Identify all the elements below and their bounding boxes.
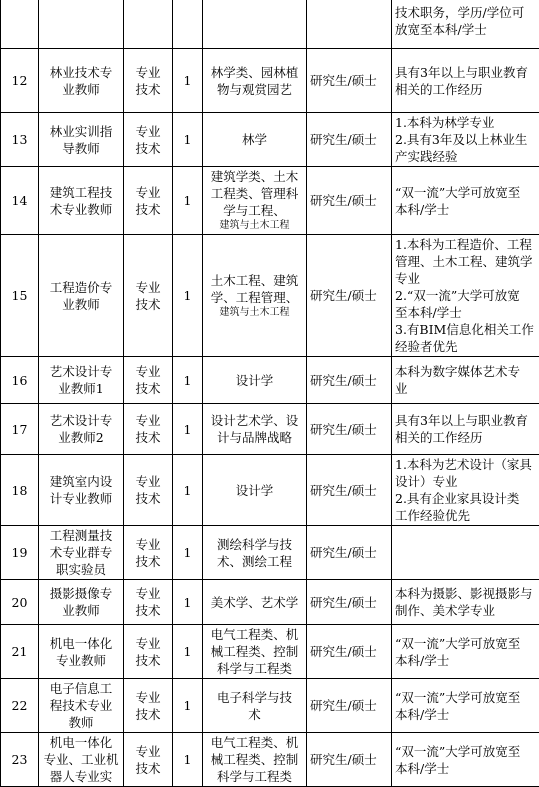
cell-line: 专业 [127, 536, 169, 553]
major-cell [203, 679, 307, 733]
requirements-cell [392, 235, 539, 357]
cell-line: 设计学 [206, 372, 303, 389]
row-number-cell: 12 [1, 49, 39, 113]
major-small-text: 建筑与土木工程 [206, 219, 303, 233]
cell-line: 电子信息工 [42, 680, 120, 697]
major-cell [203, 0, 307, 49]
cell-line: 专业 [127, 279, 169, 296]
cell-line: 美术学、艺术学 [206, 594, 303, 611]
cell-line: 计与品牌战略 [206, 429, 303, 446]
education-cell: 研究生/硕士 [307, 455, 392, 526]
requirements-cell [392, 167, 539, 235]
position-cell [39, 0, 124, 49]
major-cell [203, 167, 307, 235]
cell-line: 设计）专业 [395, 473, 536, 490]
requirements-cell [392, 113, 539, 167]
position-cell [39, 235, 124, 357]
cell-line: 导教师 [42, 140, 120, 157]
row-number-cell: 21 [1, 625, 39, 679]
cell-line: 专业 [127, 64, 169, 81]
cell-line: 器人专业实 [42, 768, 120, 785]
cell-line: 本科/学士 [395, 201, 536, 218]
category-cell [124, 357, 173, 404]
education-cell: 研究生/硕士 [307, 526, 392, 580]
cell-line: 术专业教师 [42, 201, 120, 218]
cell-line: 学、工程管理、 [206, 289, 303, 306]
position-cell [39, 404, 124, 455]
cell-line: 林业技术专 [42, 64, 120, 81]
position-cell [39, 49, 124, 113]
major-cell [203, 526, 307, 580]
count-cell: 1 [173, 679, 203, 733]
row-number-cell: 19 [1, 526, 39, 580]
cell-line: 专业 [395, 270, 536, 287]
category-cell [124, 404, 173, 455]
cell-line: 土木工程、建筑 [206, 272, 303, 289]
cell-line: 机电一体化 [42, 635, 120, 652]
education-cell: 研究生/硕士 [307, 167, 392, 235]
cell-line: 林业实训指 [42, 123, 120, 140]
position-cell [39, 625, 124, 679]
cell-line: “双一流”大学可放宽至 [395, 689, 536, 706]
cell-line: 具有3年以上与职业教育 [395, 412, 536, 429]
position-cell [39, 733, 124, 787]
cell-line: 艺术设计专 [42, 412, 120, 429]
table-row [1, 733, 539, 787]
cell-line: 专业 [127, 363, 169, 380]
cell-line: 具有3年以上与职业教育 [395, 64, 536, 81]
position-cell [39, 679, 124, 733]
education-cell: 研究生/硕士 [307, 625, 392, 679]
table-body [1, 0, 539, 787]
requirements-cell [392, 526, 539, 580]
cell-line: 1.本科为艺术设计（家具 [395, 456, 536, 473]
count-cell [173, 0, 203, 49]
requirements-cell [392, 455, 539, 526]
cell-line: 电气工程类、机 [206, 626, 303, 643]
education-cell: 研究生/硕士 [307, 580, 392, 625]
category-cell [124, 679, 173, 733]
category-cell [124, 0, 173, 49]
cell-line: 2.具有企业家具设计类 [395, 490, 536, 507]
cell-line: 业教师 [42, 296, 120, 313]
category-cell [124, 526, 173, 580]
category-cell [124, 235, 173, 357]
cell-line: 建筑工程技 [42, 184, 120, 201]
cell-line: 物与观赏园艺 [206, 81, 303, 98]
cell-line: 艺术设计专 [42, 363, 120, 380]
cell-line: 设计艺术学、设 [206, 412, 303, 429]
category-cell [124, 733, 173, 787]
cell-line: 建筑学类、土木 [206, 168, 303, 185]
requirements-cell [392, 580, 539, 625]
cell-line: 学与工程、 [206, 202, 303, 219]
row-number-cell: 16 [1, 357, 39, 404]
major-cell [203, 357, 307, 404]
cell-line: 产实践经验 [395, 148, 536, 165]
cell-line: 电气工程类、机 [206, 734, 303, 751]
count-cell: 1 [173, 235, 203, 357]
cell-line: 技术 [127, 602, 169, 619]
count-cell: 1 [173, 733, 203, 787]
requirements-cell [392, 625, 539, 679]
major-cell [203, 113, 307, 167]
education-cell: 研究生/硕士 [307, 49, 392, 113]
row-number-cell: 22 [1, 679, 39, 733]
cell-line: 术专业群专 [42, 544, 120, 561]
row-number-cell [1, 0, 39, 49]
education-cell: 研究生/硕士 [307, 357, 392, 404]
cell-line: 专业 [127, 585, 169, 602]
major-cell [203, 404, 307, 455]
position-cell [39, 167, 124, 235]
count-cell: 1 [173, 357, 203, 404]
count-cell: 1 [173, 625, 203, 679]
cell-line: 本科/学士 [395, 652, 536, 669]
education-cell: 研究生/硕士 [307, 733, 392, 787]
table-row [1, 455, 539, 526]
category-cell [124, 167, 173, 235]
table-row [1, 0, 539, 49]
cell-line: 3.有BIM信息化相关工作 [395, 321, 536, 338]
cell-line: 制作、美术学专业 [395, 602, 536, 619]
category-cell [124, 455, 173, 526]
cell-line: 技术 [127, 490, 169, 507]
cell-line: 术、测绘工程 [206, 553, 303, 570]
cell-line: 械工程类、控制 [206, 751, 303, 768]
cell-line: 1.本科为林学专业 [395, 114, 536, 131]
cell-line: 科学与工程类 [206, 660, 303, 677]
cell-line: 技术 [127, 380, 169, 397]
cell-line: 林学 [206, 131, 303, 148]
cell-line: 摄影摄像专 [42, 585, 120, 602]
cell-line: 本科为数字媒体艺术专 [395, 363, 536, 380]
education-cell: 研究生/硕士 [307, 679, 392, 733]
row-number-cell: 13 [1, 113, 39, 167]
cell-line: 相关的工作经历 [395, 429, 536, 446]
row-number-cell: 18 [1, 455, 39, 526]
count-cell: 1 [173, 404, 203, 455]
requirements-cell [392, 733, 539, 787]
cell-line: 专业 [127, 184, 169, 201]
cell-line: 1.本科为工程造价、工程 [395, 236, 536, 253]
cell-line: 业教师 [42, 81, 120, 98]
position-cell [39, 455, 124, 526]
cell-line: 测绘科学与技 [206, 536, 303, 553]
requirements-cell [392, 679, 539, 733]
table-row [1, 580, 539, 625]
major-small-text: 建筑与土木工程 [206, 306, 303, 320]
cell-line: 建筑室内设 [42, 473, 120, 490]
table-row [1, 526, 539, 580]
cell-line: 械工程类、控制 [206, 643, 303, 660]
table-row [1, 357, 539, 404]
row-number-cell: 23 [1, 733, 39, 787]
cell-line: 教师 [42, 714, 120, 731]
major-cell [203, 235, 307, 357]
category-cell [124, 625, 173, 679]
category-cell [124, 580, 173, 625]
requirements-cell [392, 49, 539, 113]
cell-line: 2.具有3年及以上林业生 [395, 131, 536, 148]
cell-line: 管理、土木工程、建筑学 [395, 253, 536, 270]
row-number-cell: 17 [1, 404, 39, 455]
table-row [1, 113, 539, 167]
cell-line: 业教师 [42, 602, 120, 619]
cell-line: 职实验员 [42, 561, 120, 578]
table-row [1, 625, 539, 679]
cell-line: 本科/学士 [395, 706, 536, 723]
cell-line: 计专业教师 [42, 490, 120, 507]
major-cell [203, 49, 307, 113]
row-number-cell: 14 [1, 167, 39, 235]
table-row [1, 49, 539, 113]
cell-line: 技术 [127, 429, 169, 446]
requirements-cell [392, 404, 539, 455]
cell-line: 业 [395, 380, 536, 397]
cell-line: 技术 [127, 652, 169, 669]
major-cell [203, 733, 307, 787]
position-cell [39, 526, 124, 580]
count-cell: 1 [173, 580, 203, 625]
count-cell: 1 [173, 167, 203, 235]
cell-line: 技术 [127, 706, 169, 723]
cell-line: 专业 [127, 123, 169, 140]
cell-line: 放宽至本科/学士 [395, 21, 536, 38]
table-row [1, 235, 539, 357]
cell-line: 电子科学与技 [206, 689, 303, 706]
position-cell [39, 357, 124, 404]
table-row [1, 679, 539, 733]
cell-line: 工作经验优先 [395, 507, 536, 524]
cell-line: 术 [206, 706, 303, 723]
cell-line: 设计学 [206, 482, 303, 499]
major-cell [203, 455, 307, 526]
table-row [1, 167, 539, 235]
cell-line: 专业 [127, 412, 169, 429]
cell-line: 专业 [127, 743, 169, 760]
cell-line: 工程造价专 [42, 279, 120, 296]
cell-line: 机电一体化 [42, 734, 120, 751]
education-cell: 研究生/硕士 [307, 113, 392, 167]
position-cell [39, 580, 124, 625]
education-cell [307, 0, 392, 49]
cell-line: 业教师1 [42, 380, 120, 397]
education-cell: 研究生/硕士 [307, 235, 392, 357]
cell-line: 技术 [127, 81, 169, 98]
count-cell: 1 [173, 526, 203, 580]
cell-line: 工程测量技 [42, 527, 120, 544]
category-cell [124, 49, 173, 113]
cell-line: 至本科/学士 [395, 304, 536, 321]
cell-line: 2.“双一流”大学可放宽 [395, 287, 536, 304]
count-cell: 1 [173, 455, 203, 526]
cell-line: 程技术专业 [42, 697, 120, 714]
row-number-cell: 15 [1, 235, 39, 357]
major-cell [203, 625, 307, 679]
cell-line: 业教师2 [42, 429, 120, 446]
cell-line: 专业、工业机 [42, 751, 120, 768]
cell-line: 科学与工程类 [206, 768, 303, 785]
cell-line: 相关的工作经历 [395, 81, 536, 98]
position-cell [39, 113, 124, 167]
row-number-cell: 20 [1, 580, 39, 625]
requirements-cell [392, 0, 539, 49]
cell-line: 专业 [127, 473, 169, 490]
cell-line: 本科/学士 [395, 760, 536, 777]
cell-line: 技术职务，学历/学位可 [395, 4, 536, 21]
requirements-cell [392, 357, 539, 404]
cell-line: “双一流”大学可放宽至 [395, 743, 536, 760]
cell-line: 专业 [127, 635, 169, 652]
cell-line: 经验者优先 [395, 338, 536, 355]
cell-line: 技术 [127, 201, 169, 218]
cell-line: 林学类、园林植 [206, 64, 303, 81]
cell-line: “双一流”大学可放宽至 [395, 184, 536, 201]
cell-line: 技术 [127, 296, 169, 313]
table-row [1, 404, 539, 455]
category-cell [124, 113, 173, 167]
cell-line: 技术 [127, 553, 169, 570]
cell-line: 技术 [127, 760, 169, 777]
cell-line: 本科为摄影、影视摄影与 [395, 585, 536, 602]
education-cell: 研究生/硕士 [307, 404, 392, 455]
cell-line: 工程类、管理科 [206, 185, 303, 202]
count-cell: 1 [173, 113, 203, 167]
cell-line: “双一流”大学可放宽至 [395, 635, 536, 652]
count-cell: 1 [173, 49, 203, 113]
cell-line: 专业教师 [42, 652, 120, 669]
cell-line: 专业 [127, 689, 169, 706]
cell-line: 技术 [127, 140, 169, 157]
major-cell [203, 580, 307, 625]
